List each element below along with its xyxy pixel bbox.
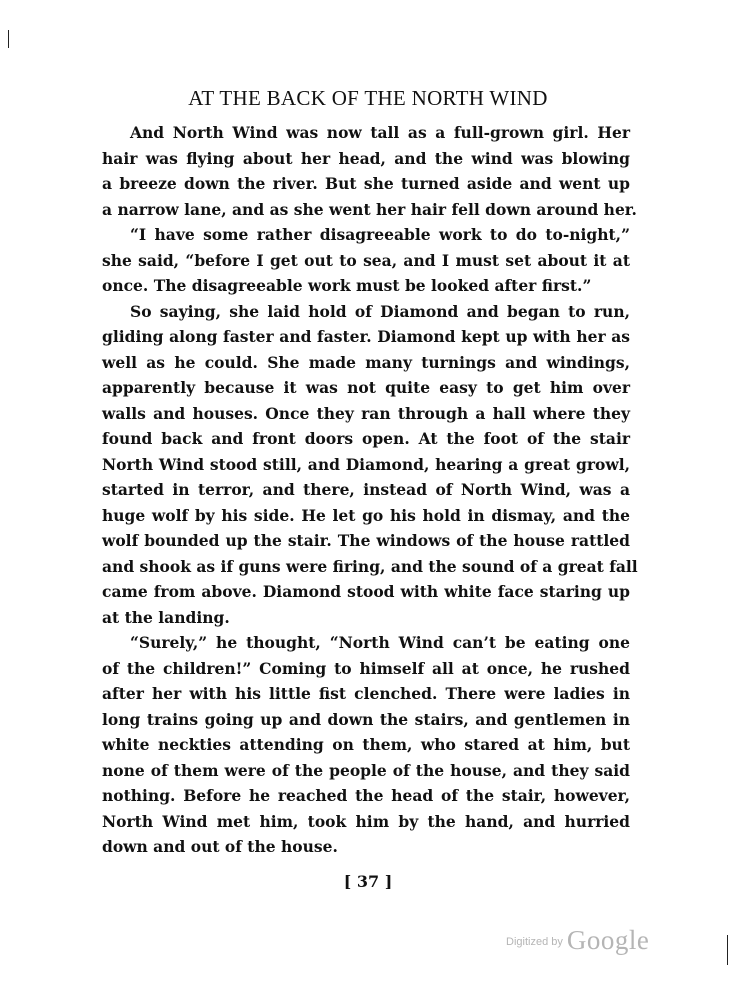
text-line: once. The disagreeable work must be looked after first.” (102, 276, 592, 295)
scan-edge-mark (8, 30, 9, 48)
watermark-brand: Google (566, 925, 650, 955)
text-line: at the landing. (102, 607, 230, 627)
text-line: and shook as if guns were firing, and the sound of a great fall (102, 556, 638, 576)
text-line: after her with his little fist clenched. There were ladies in (102, 684, 630, 703)
text-line: of the children!” Coming to himself all at once, he rushed (102, 658, 630, 678)
watermark-prefix: Digitized by (506, 936, 563, 948)
body-text (102, 120, 638, 860)
page-number: [ 37 ] (343, 872, 393, 891)
text-line: down and out of the house. (102, 837, 338, 856)
text-line: “Surely,” he thought, “North Wind can’t be eating one (130, 633, 630, 652)
page-title: AT THE BACK OF THE NORTH WIND (188, 86, 548, 110)
text-line: walls and houses. Once they ran through a hall where they (102, 403, 630, 423)
text-line: found back and front doors open. At the foot of the stair (102, 429, 630, 448)
text-line: “I have some rather disagreeable work to do to-night,” (130, 225, 630, 244)
text-line: So saying, she laid hold of Diamond and began to run, (130, 301, 630, 321)
text-line: came from above. Diamond stood with white face staring up (102, 582, 630, 601)
text-line: nothing. Before he reached the head of the stair, however, (102, 786, 630, 805)
text-line: started in terror, and there, instead of North Wind, was a (102, 480, 630, 499)
text-line: huge wolf by his side. He let go his hold in dismay, and the (102, 505, 630, 525)
scan-edge-mark-right (727, 935, 728, 965)
text-line: apparently because it was not quite easy to get him over (102, 378, 630, 397)
text-line: a breeze down the river. But she turned aside and went up (102, 174, 630, 193)
text-line: North Wind stood still, and Diamond, hearing a great growl, (102, 454, 630, 474)
text-line: white neckties attending on them, who stared at him, but (102, 735, 630, 754)
text-line: a narrow lane, and as she went her hair fell down around her. (102, 199, 637, 219)
text-line: North Wind met him, took him by the hand, and hurried (102, 811, 630, 831)
text-line: she said, “before I get out to sea, and I must set about it at (102, 250, 630, 270)
text-line: well as he could. She made many turnings and windings, (102, 352, 630, 372)
text-line: gliding along faster and faster. Diamond kept up with her as (102, 327, 630, 346)
text-line: none of them were of the people of the house, and they said (102, 760, 630, 780)
text-line: hair was flying about her head, and the wind was blowing (102, 148, 630, 168)
digitized-watermark (506, 925, 649, 956)
text-line: wolf bounded up the stair. The windows of the house rattled (102, 531, 630, 550)
text-line: long trains going up and down the stairs, and gentlemen in (102, 709, 630, 729)
text-line: And North Wind was now tall as a full-grown girl. Her (130, 123, 630, 142)
